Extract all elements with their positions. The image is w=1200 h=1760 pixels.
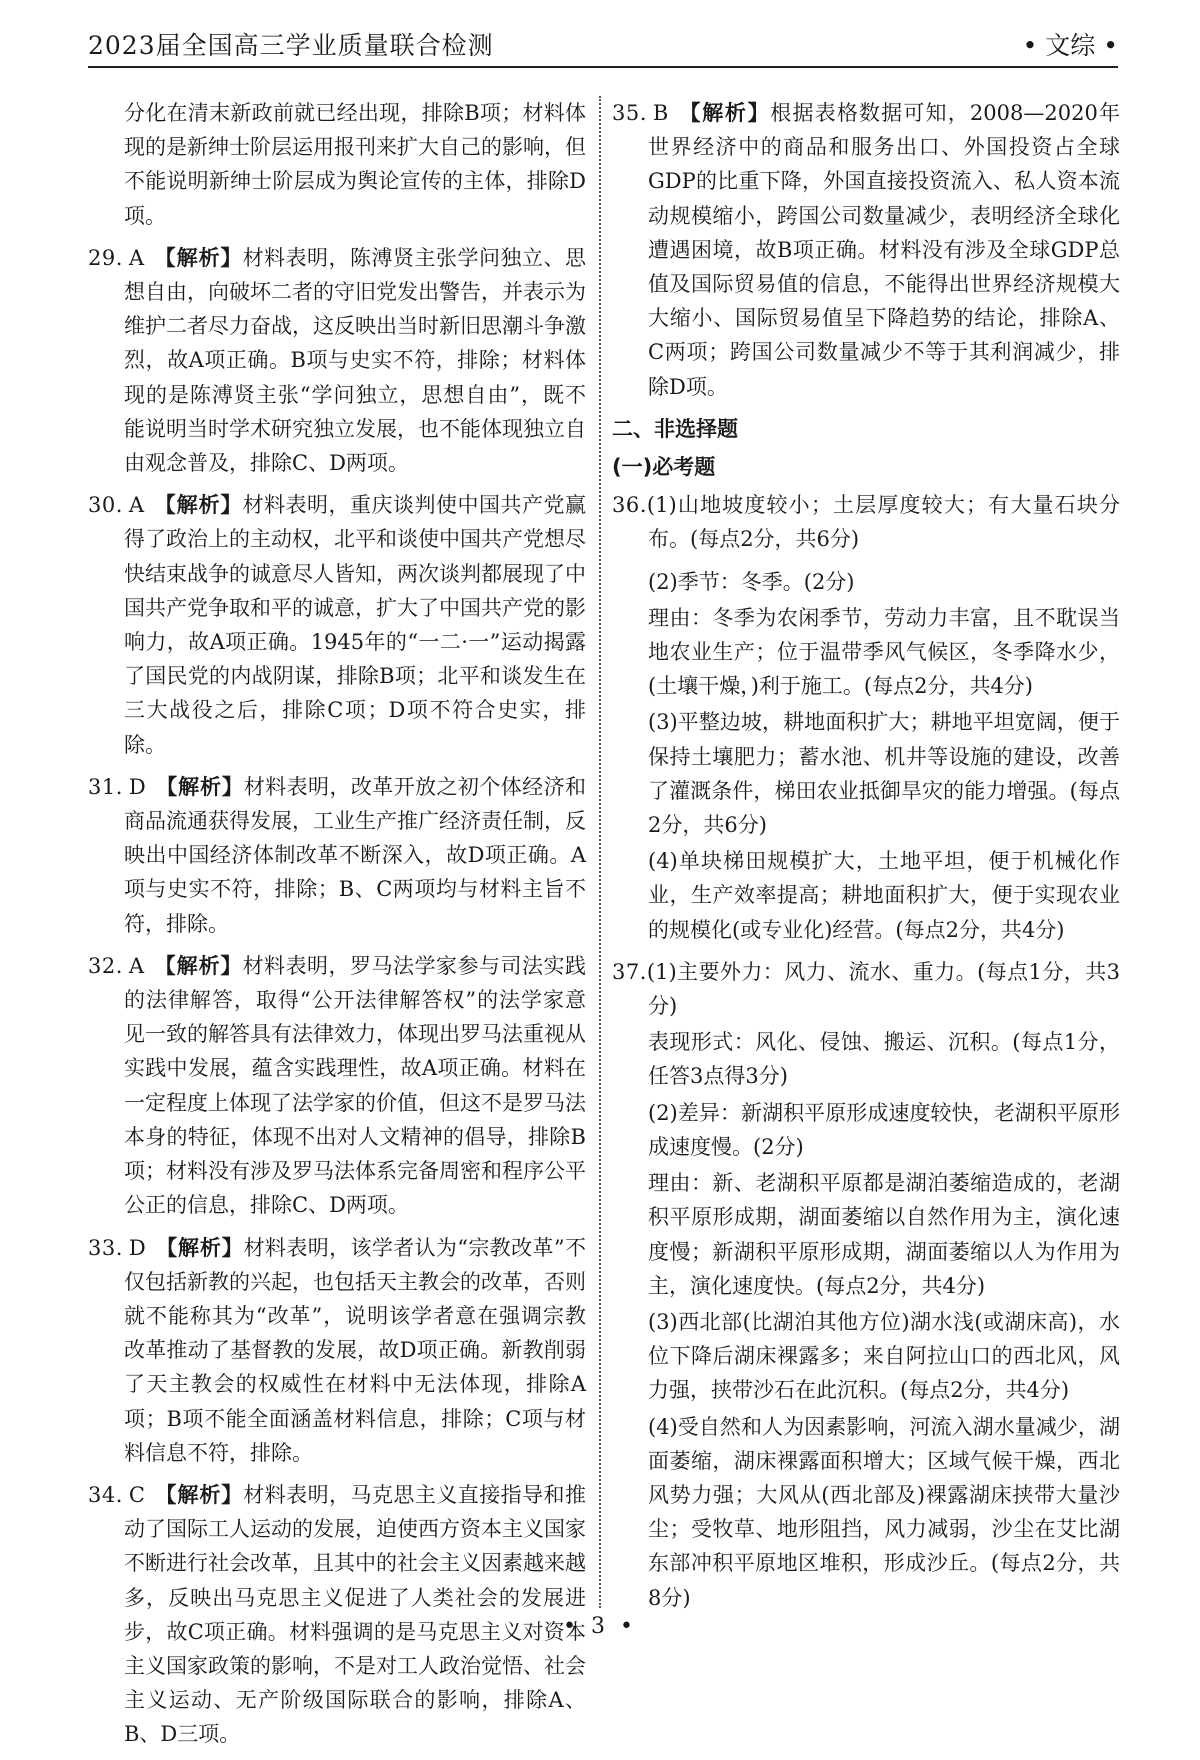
answer-part-1: (1)主要外力：风力、流水、重力。(每点1分，共3分) (646, 959, 1120, 1019)
continuation-text: 分化在清末新政前就已经出现，排除B项；材料体现的是新绅士阶层运用报刊来扩大自己的影响，但不能说明新绅士阶层成为舆论宣传的主体，排除D项。 (124, 101, 586, 228)
question-31 (88, 770, 586, 941)
page-header (88, 22, 1118, 66)
question-number: 30. (88, 493, 123, 518)
answer-letter: C (128, 1482, 145, 1507)
analysis-tag: 【解析】 (154, 953, 243, 978)
question-number: 36. (612, 493, 647, 518)
section-title: 二、非选择题 (612, 416, 738, 441)
analysis-text: 根据表格数据可知，2008—2020年世界经济中的商品和服务出口、外国投资占全球GDP的比重下降，外国直接投资流入、私人资本流动规模缩小，跨国公司数量减少，表明经济全球化遭遇困境，故B项正确。材料没有涉及全球GDP总值及国际贸易值的信息，不能得出世界经济规模大大缩小、国际贸易值呈下降趋势的结论，排除A、C两项；跨国公司数量减少不等于其利润减少，排除D项。 (648, 101, 1120, 399)
analysis-text: 材料表明，该学者认为“宗教改革”不仅包括新教的兴起，也包括天主教会的改革，否则就不能称其为“改革”，说明该学者意在强调宗教改革推动了基督教的发展，故D项正确。新教削弱了天主教会的权威性在材料中无法体现，排除A项；B项不能全面涵盖材料信息，排除；C项与材料信息不符，排除。 (124, 1235, 586, 1465)
answer-letter: A (128, 245, 145, 270)
question-number: 33. (88, 1235, 123, 1260)
question-number: 29. (88, 245, 123, 270)
page-number: • 3 • (563, 1614, 637, 1639)
question-33 (88, 1231, 586, 1470)
question-number: 35. (612, 101, 647, 125)
answer-reason: 理由：冬季为农闲季节，劳动力丰富，且不耽误当地农业生产；位于温带季风气候区，冬季降水少，(土壤干燥，)利于施工。(每点2分，共4分) (648, 605, 1120, 699)
header-divider (88, 66, 1118, 68)
answer-letter: A (128, 493, 145, 518)
question-number: 37. (612, 959, 647, 984)
answer-part-4: (4)单块梯田规模扩大，土地平坦，便于机械化作业，生产效率提高；耕地面积扩大，便于实现农业的规模化(或专业化)经营。(每点2分，共4分) (648, 849, 1120, 942)
answer-part-2: (2)差异：新湖积平原形成速度较快，老湖积平原形成速度慢。(2分) (648, 1100, 1120, 1159)
question-number: 34. (88, 1482, 123, 1507)
answer-letter: D (128, 774, 146, 799)
question-36 (612, 488, 1120, 556)
question-number: 31. (88, 774, 123, 799)
answer-part-4: (4)受自然和人为因素影响，河流入湖水量减少，湖面萎缩，湖床裸露面积增大；区域气候干燥，西北风势力强；大风从(西北部及)裸露湖床挟带大量沙尘；受牧草、地形阻挡，风力减弱，沙尘在艾比湖东部冲积平原地区堆积，形成沙丘。(每点2分，共8分) (648, 1414, 1120, 1610)
answer-forms: 表现形式：风化、侵蚀、搬运、沉积。(每点1分，任答3点得3分) (648, 1030, 1120, 1089)
analysis-text: 材料表明，重庆谈判使中国共产党赢得了政治上的主动权，北平和谈使中国共产党想尽快结束战争的诚意尽人皆知，两次谈判都展现了中国共产党争取和平的诚意，扩大了中国共产党的影响力，故A项正确。1945年的“一二·一”运动揭露了国民党的内战阴谋，排除B项；北平和谈发生在三大战役之后，排除C项；D项不符合史实，排除。 (124, 493, 587, 757)
sub-section-title: (一)必考题 (612, 455, 716, 480)
analysis-tag: 【解析】 (155, 774, 244, 799)
answer-letter: B (652, 101, 669, 125)
analysis-text: 材料表明，马克思主义直接指导和推动了国际工人运动的发展，迫使西方资本主义国家不断进行社会改革，且其中的社会主义因素越来越多，反映出马克思主义促进了人类社会的发展进步，故C项正确。材料强调的是马克思主义对资本主义国家政策的影响，不是对工人政治觉悟、社会主义运动、无产阶级国际联合的影响，排除A、B、D三项。 (124, 1482, 587, 1747)
answer-part-3: (3)平整边坡，耕地面积扩大；耕地平坦宽阔，便于保持土壤肥力；蓄水池、机井等设施的建设，改善了灌溉条件，梯田农业抵御旱灾的能力增强。(每点2分，共6分) (648, 710, 1120, 838)
answer-part-1: (1)山地坡度较小；土层厚度较大；有大量石块分布。(每点2分，共6分) (646, 493, 1120, 552)
analysis-tag: 【解析】 (154, 245, 243, 270)
question-37 (612, 955, 1120, 1023)
answer-letter: D (128, 1235, 146, 1260)
question-29 (88, 241, 586, 480)
analysis-text: 材料表明，改革开放之初个体经济和商品流通获得发展，工业生产推广经济责任制，反映出中国经济体制改革不断深入，故D项正确。A项与史实不符，排除；B、C两项均与材料主旨不符，排除。 (124, 774, 586, 936)
subject-label: • 文综 • (1022, 31, 1118, 60)
right-column (612, 96, 1120, 1617)
exam-title: 2023届全国高三学业质量联合检测 (88, 31, 494, 60)
answer-part-3: (3)西北部(比湖泊其他方位)湖水浅(或湖床高)，水位下降后湖床裸露多；来自阿拉山口的西北风，风力强，挟带沙石在此沉积。(每点2分，共4分) (648, 1309, 1120, 1403)
analysis-text: 材料表明，陈溥贤主张学问独立、思想自由，向破坏二者的守旧党发出警告，并表示为维护二者尽力奋战，这反映出当时新旧思潮斗争激烈，故A项正确。B项与史实不符，排除；材料体现的是陈溥贤主张“学问独立，思想自由”，既不能说明当时学术研究独立发展，也不能体现独立自由观念普及，排除C、D两项。 (124, 245, 587, 476)
answer-part-2: (2)季节：冬季。(2分) (648, 569, 855, 594)
question-35 (612, 96, 1120, 404)
analysis-tag: 【解析】 (154, 1482, 244, 1507)
answer-letter: A (128, 953, 145, 978)
question-number: 32. (88, 953, 123, 978)
analysis-tag: 【解析】 (678, 101, 771, 125)
analysis-text: 材料表明，罗马法学家参与司法实践的法律解答，取得“公开法律解答权”的法学家意见一致的解答具有法律效力，体现出罗马法重视从实践中发展，蕴含实践理性，故A项正确。材料在一定程度上体现了法学家的价值，但这不是罗马法本身的特征，体现不出对人文精神的倡导，排除B项；材料没有涉及罗马法体系完备周密和程序公平公正的信息，排除C、D两项。 (124, 953, 587, 1218)
left-column (88, 96, 586, 1760)
column-divider (599, 96, 601, 1608)
analysis-tag: 【解析】 (154, 493, 243, 518)
question-32 (88, 949, 586, 1223)
answer-reason: 理由：新、老湖积平原都是湖泊萎缩造成的，老湖积平原形成期，湖面萎缩以自然作用为主，演化速度慢；新湖积平原形成期，湖面萎缩以人为作用为主，演化速度快。(每点2分，共4分) (648, 1171, 1120, 1298)
question-30 (88, 488, 586, 762)
analysis-tag: 【解析】 (155, 1235, 244, 1260)
